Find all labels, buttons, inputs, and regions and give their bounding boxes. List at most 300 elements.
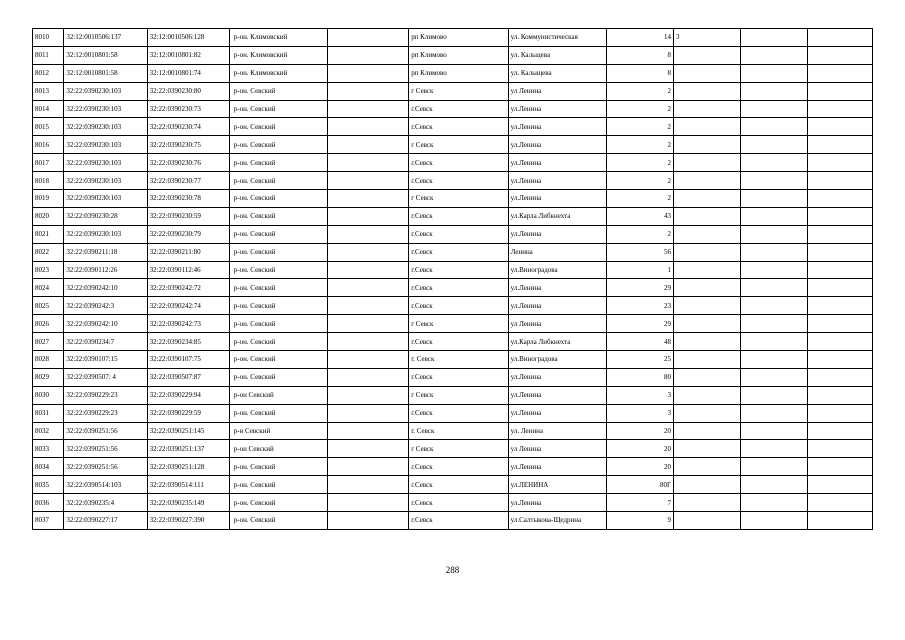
row-number-cell: 8027	[33, 333, 64, 351]
extra-blank-2-cell	[808, 261, 873, 279]
street-cell: ул.Ленина	[508, 297, 606, 315]
district-cell: р-он. Севский	[229, 476, 327, 494]
table-row	[33, 29, 873, 47]
building-number-cell	[674, 368, 741, 386]
building-number-cell	[674, 46, 741, 64]
row-number-cell: 8034	[33, 458, 64, 476]
extra-blank-2-cell	[808, 279, 873, 297]
extra-blank-2-cell	[808, 512, 873, 530]
extra-blank-cell	[741, 368, 808, 386]
district-cell: р-он. Севский	[229, 154, 327, 172]
locality-cell: рп Климово	[409, 64, 508, 82]
table-row	[33, 315, 873, 333]
house-number-cell: 1	[607, 261, 674, 279]
extra-blank-2-cell	[808, 315, 873, 333]
parent-cadastral-number-cell: 32:22:0390229:23	[64, 386, 147, 404]
district-cell: р-он. Севский	[229, 261, 327, 279]
locality-cell: рп Климово	[409, 29, 508, 47]
district-cell: р-он. Севский	[229, 172, 327, 190]
locality-cell: г.Севск	[409, 243, 508, 261]
parent-cadastral-number-cell: 32:22:0390230:103	[64, 225, 147, 243]
house-number-cell: 7	[607, 494, 674, 512]
district-cell: р-он. Севский	[229, 494, 327, 512]
cadastral-number-cell: 32:22:0390227:390	[147, 512, 229, 530]
locality-cell: г.Севск	[409, 333, 508, 351]
street-cell: ул.Ленина	[508, 100, 606, 118]
cadastral-number-cell: 32:22:0390251:128	[147, 458, 229, 476]
cadastral-number-cell: 32:22:0390229:59	[147, 404, 229, 422]
extra-blank-2-cell	[808, 333, 873, 351]
street-cell: ул. Кальщева	[508, 46, 606, 64]
district-cell: р-н Севский	[229, 422, 327, 440]
page-number: 288	[445, 565, 460, 575]
row-number-cell: 8020	[33, 207, 64, 225]
locality-blank-cell	[328, 422, 409, 440]
district-cell: р-он. Севский	[229, 368, 327, 386]
building-number-cell	[674, 422, 741, 440]
table-row	[33, 46, 873, 64]
table-row	[33, 190, 873, 208]
street-cell: ул.Ленина	[508, 154, 606, 172]
row-number-cell: 8022	[33, 243, 64, 261]
row-number-cell: 8025	[33, 297, 64, 315]
table-row	[33, 225, 873, 243]
extra-blank-cell	[741, 279, 808, 297]
extra-blank-2-cell	[808, 404, 873, 422]
building-number-cell	[674, 64, 741, 82]
house-number-cell: 56	[607, 243, 674, 261]
locality-blank-cell	[328, 64, 409, 82]
locality-blank-cell	[328, 297, 409, 315]
district-cell: р-он. Севский	[229, 82, 327, 100]
district-cell: р-он. Севский	[229, 225, 327, 243]
extra-blank-2-cell	[808, 172, 873, 190]
house-number-cell: 3	[607, 386, 674, 404]
parent-cadastral-number-cell: 32:22:0390230:103	[64, 136, 147, 154]
extra-blank-cell	[741, 476, 808, 494]
cadastral-number-cell: 32:22:0390242:72	[147, 279, 229, 297]
district-cell: р-он Севский	[229, 386, 327, 404]
registry-table	[32, 28, 873, 530]
extra-blank-cell	[741, 386, 808, 404]
cadastral-number-cell: 32:22:0390251:137	[147, 440, 229, 458]
row-number-cell: 8015	[33, 118, 64, 136]
table-row	[33, 404, 873, 422]
table-row	[33, 368, 873, 386]
extra-blank-2-cell	[808, 46, 873, 64]
table-row	[33, 440, 873, 458]
extra-blank-2-cell	[808, 207, 873, 225]
cadastral-number-cell: 32:22:0390230:79	[147, 225, 229, 243]
street-cell: ул.Ленина	[508, 494, 606, 512]
street-cell: ул.Ленина	[508, 136, 606, 154]
building-number-cell	[674, 207, 741, 225]
house-number-cell: 14	[607, 29, 674, 47]
extra-blank-cell	[741, 297, 808, 315]
parent-cadastral-number-cell: 32:22:0390242:10	[64, 315, 147, 333]
extra-blank-cell	[741, 261, 808, 279]
extra-blank-cell	[741, 207, 808, 225]
street-cell: ул.Ленина	[508, 190, 606, 208]
street-cell: ул.Виноградова	[508, 261, 606, 279]
extra-blank-2-cell	[808, 386, 873, 404]
building-number-cell	[674, 494, 741, 512]
street-cell: ул.Салтыкова-Щедрина	[508, 512, 606, 530]
district-cell: р-он. Севский	[229, 351, 327, 369]
district-cell: р-он. Севский	[229, 512, 327, 530]
locality-cell: г.Севск	[409, 494, 508, 512]
cadastral-number-cell: 32:22:0390235:149	[147, 494, 229, 512]
building-number-cell	[674, 82, 741, 100]
extra-blank-2-cell	[808, 297, 873, 315]
extra-blank-cell	[741, 315, 808, 333]
row-number-cell: 8021	[33, 225, 64, 243]
building-number-cell	[674, 297, 741, 315]
locality-cell: г Севск	[409, 386, 508, 404]
table-row	[33, 333, 873, 351]
row-number-cell: 8024	[33, 279, 64, 297]
locality-blank-cell	[328, 368, 409, 386]
cadastral-number-cell: 32:22:0390230:77	[147, 172, 229, 190]
house-number-cell: 8	[607, 64, 674, 82]
cadastral-number-cell: 32:22:0390230:80	[147, 82, 229, 100]
locality-blank-cell	[328, 386, 409, 404]
locality-cell: г.Севск	[409, 154, 508, 172]
street-cell: ул.Ленина	[508, 404, 606, 422]
house-number-cell: 2	[607, 136, 674, 154]
house-number-cell: 20	[607, 422, 674, 440]
street-cell: ул Ленина	[508, 82, 606, 100]
cadastral-number-cell: 32:22:0390230:76	[147, 154, 229, 172]
table-row	[33, 279, 873, 297]
table-row	[33, 136, 873, 154]
street-cell: ул.Ленина	[508, 172, 606, 190]
parent-cadastral-number-cell: 32:12:0010506:137	[64, 29, 147, 47]
building-number-cell	[674, 100, 741, 118]
row-number-cell: 8029	[33, 368, 64, 386]
cadastral-number-cell: 32:22:0390230:73	[147, 100, 229, 118]
house-number-cell: 8	[607, 46, 674, 64]
row-number-cell: 8028	[33, 351, 64, 369]
street-cell: ул Ленина	[508, 440, 606, 458]
locality-cell: г.Севск	[409, 261, 508, 279]
table-row	[33, 297, 873, 315]
house-number-cell: 2	[607, 225, 674, 243]
building-number-cell	[674, 404, 741, 422]
street-cell: ул.Ленина	[508, 225, 606, 243]
locality-cell: г.Севск	[409, 476, 508, 494]
parent-cadastral-number-cell: 32:12:0010801:58	[64, 64, 147, 82]
locality-cell: г.Севск	[409, 279, 508, 297]
table-row	[33, 154, 873, 172]
street-cell: ул.Ленина	[508, 386, 606, 404]
table-row	[33, 64, 873, 82]
locality-cell: г.Севск	[409, 100, 508, 118]
table-row	[33, 351, 873, 369]
locality-blank-cell	[328, 118, 409, 136]
parent-cadastral-number-cell: 32:22:0390230:103	[64, 190, 147, 208]
house-number-cell: 20	[607, 458, 674, 476]
table-row	[33, 118, 873, 136]
locality-cell: г.Севск	[409, 404, 508, 422]
row-number-cell: 8031	[33, 404, 64, 422]
house-number-cell: 2	[607, 118, 674, 136]
locality-blank-cell	[328, 458, 409, 476]
locality-blank-cell	[328, 243, 409, 261]
building-number-cell	[674, 476, 741, 494]
cadastral-number-cell: 32:22:0390251:145	[147, 422, 229, 440]
extra-blank-cell	[741, 351, 808, 369]
parent-cadastral-number-cell: 32:22:0390251:56	[64, 440, 147, 458]
locality-cell: г.Севск	[409, 368, 508, 386]
parent-cadastral-number-cell: 32:22:0390251:56	[64, 458, 147, 476]
parent-cadastral-number-cell: 32:22:0390107:15	[64, 351, 147, 369]
locality-blank-cell	[328, 190, 409, 208]
locality-blank-cell	[328, 494, 409, 512]
district-cell: р-он. Севский	[229, 297, 327, 315]
locality-cell: г Севск	[409, 440, 508, 458]
extra-blank-cell	[741, 46, 808, 64]
locality-blank-cell	[328, 404, 409, 422]
locality-blank-cell	[328, 476, 409, 494]
cadastral-number-cell: 32:22:0390230:74	[147, 118, 229, 136]
cadastral-number-cell: 32:22:0390230:78	[147, 190, 229, 208]
house-number-cell: 2	[607, 172, 674, 190]
building-number-cell	[674, 440, 741, 458]
extra-blank-cell	[741, 404, 808, 422]
table-row	[33, 422, 873, 440]
row-number-cell: 8017	[33, 154, 64, 172]
row-number-cell: 8023	[33, 261, 64, 279]
street-cell: ул.Карла Либкнехта	[508, 207, 606, 225]
district-cell: р-он. Севский	[229, 207, 327, 225]
locality-blank-cell	[328, 46, 409, 64]
parent-cadastral-number-cell: 32:22:0390230:103	[64, 172, 147, 190]
extra-blank-2-cell	[808, 351, 873, 369]
street-cell: ул. Калыщева	[508, 64, 606, 82]
extra-blank-2-cell	[808, 225, 873, 243]
table-row	[33, 100, 873, 118]
house-number-cell: 80Г	[607, 476, 674, 494]
extra-blank-2-cell	[808, 82, 873, 100]
extra-blank-2-cell	[808, 118, 873, 136]
table-row	[33, 172, 873, 190]
locality-blank-cell	[328, 136, 409, 154]
parent-cadastral-number-cell: 32:22:0390234:7	[64, 333, 147, 351]
parent-cadastral-number-cell: 32:22:0390235:4	[64, 494, 147, 512]
building-number-cell	[674, 225, 741, 243]
house-number-cell: 23	[607, 297, 674, 315]
parent-cadastral-number-cell: 32:22:0390211:18	[64, 243, 147, 261]
district-cell: р-он. Севский	[229, 315, 327, 333]
extra-blank-2-cell	[808, 100, 873, 118]
row-number-cell: 8033	[33, 440, 64, 458]
locality-cell: г Севск	[409, 136, 508, 154]
row-number-cell: 8032	[33, 422, 64, 440]
table-row	[33, 386, 873, 404]
extra-blank-cell	[741, 512, 808, 530]
house-number-cell: 2	[607, 190, 674, 208]
district-cell: р-он. Севский	[229, 100, 327, 118]
house-number-cell: 43	[607, 207, 674, 225]
row-number-cell: 8030	[33, 386, 64, 404]
parent-cadastral-number-cell: 32:22:0390112:26	[64, 261, 147, 279]
locality-blank-cell	[328, 315, 409, 333]
district-cell: р-он. Севский	[229, 190, 327, 208]
extra-blank-2-cell	[808, 440, 873, 458]
row-number-cell: 8018	[33, 172, 64, 190]
locality-cell: г.Севск	[409, 118, 508, 136]
building-number-cell	[674, 243, 741, 261]
locality-blank-cell	[328, 100, 409, 118]
cadastral-number-cell: 32:22:0390234:85	[147, 333, 229, 351]
parent-cadastral-number-cell: 32:12:0010801:58	[64, 46, 147, 64]
extra-blank-2-cell	[808, 494, 873, 512]
locality-cell: г.Севск	[409, 297, 508, 315]
table-row	[33, 82, 873, 100]
locality-cell: г Севск	[409, 190, 508, 208]
cadastral-number-cell: 32:12:0010801:74	[147, 64, 229, 82]
district-cell: р-он. Севский	[229, 458, 327, 476]
district-cell: р-он. Климовский	[229, 64, 327, 82]
locality-blank-cell	[328, 207, 409, 225]
locality-cell: г.Севск	[409, 458, 508, 476]
house-number-cell: 2	[607, 154, 674, 172]
extra-blank-cell	[741, 440, 808, 458]
district-cell: р-он. Климовский	[229, 46, 327, 64]
row-number-cell: 8035	[33, 476, 64, 494]
building-number-cell	[674, 386, 741, 404]
cadastral-number-cell: 32:22:0390229:94	[147, 386, 229, 404]
building-number-cell	[674, 118, 741, 136]
row-number-cell: 8010	[33, 29, 64, 47]
street-cell: Ленина	[508, 243, 606, 261]
parent-cadastral-number-cell: 32:22:0390230:103	[64, 100, 147, 118]
district-cell: р-он. Севский	[229, 243, 327, 261]
extra-blank-2-cell	[808, 368, 873, 386]
extra-blank-2-cell	[808, 136, 873, 154]
cadastral-number-cell: 32:22:0390230:59	[147, 207, 229, 225]
table-row	[33, 494, 873, 512]
district-cell: р-он. Севский	[229, 404, 327, 422]
extra-blank-cell	[741, 494, 808, 512]
locality-cell: г.Севск	[409, 512, 508, 530]
extra-blank-2-cell	[808, 458, 873, 476]
parent-cadastral-number-cell: 32:22:0390227:17	[64, 512, 147, 530]
parent-cadastral-number-cell: 32:22:0390251:56	[64, 422, 147, 440]
row-number-cell: 8011	[33, 46, 64, 64]
table-row	[33, 476, 873, 494]
building-number-cell	[674, 315, 741, 333]
locality-blank-cell	[328, 333, 409, 351]
locality-blank-cell	[328, 82, 409, 100]
locality-blank-cell	[328, 351, 409, 369]
locality-cell: г Севск	[409, 82, 508, 100]
locality-blank-cell	[328, 225, 409, 243]
locality-cell: г.Севск	[409, 225, 508, 243]
extra-blank-2-cell	[808, 29, 873, 47]
locality-blank-cell	[328, 172, 409, 190]
building-number-cell	[674, 190, 741, 208]
extra-blank-cell	[741, 458, 808, 476]
locality-cell: г. Севск	[409, 422, 508, 440]
district-cell: р-он. Климовский	[229, 29, 327, 47]
row-number-cell: 8026	[33, 315, 64, 333]
extra-blank-cell	[741, 190, 808, 208]
parent-cadastral-number-cell: 32:22:0390230:28	[64, 207, 147, 225]
building-number-cell	[674, 458, 741, 476]
locality-cell: г. Севск	[409, 351, 508, 369]
district-cell: р-он. Севский	[229, 333, 327, 351]
street-cell: ул Ленина	[508, 315, 606, 333]
table-row	[33, 458, 873, 476]
locality-cell: г.Севск	[409, 207, 508, 225]
street-cell: ул.Ленина	[508, 118, 606, 136]
cadastral-number-cell: 32:22:0390242:73	[147, 315, 229, 333]
extra-blank-2-cell	[808, 422, 873, 440]
extra-blank-cell	[741, 333, 808, 351]
locality-blank-cell	[328, 279, 409, 297]
row-number-cell: 8012	[33, 64, 64, 82]
house-number-cell: 25	[607, 351, 674, 369]
building-number-cell	[674, 154, 741, 172]
locality-cell: рп Климово	[409, 46, 508, 64]
extra-blank-cell	[741, 225, 808, 243]
locality-blank-cell	[328, 440, 409, 458]
extra-blank-cell	[741, 118, 808, 136]
extra-blank-2-cell	[808, 243, 873, 261]
extra-blank-cell	[741, 100, 808, 118]
parent-cadastral-number-cell: 32:22:0390230:103	[64, 118, 147, 136]
extra-blank-2-cell	[808, 64, 873, 82]
building-number-cell	[674, 172, 741, 190]
extra-blank-cell	[741, 136, 808, 154]
cadastral-number-cell: 32:22:0390112:46	[147, 261, 229, 279]
building-number-cell	[674, 333, 741, 351]
row-number-cell: 8037	[33, 512, 64, 530]
row-number-cell: 8014	[33, 100, 64, 118]
district-cell: р-он. Севский	[229, 136, 327, 154]
district-cell: р-он Севский	[229, 440, 327, 458]
cadastral-number-cell: 32:22:0390514:111	[147, 476, 229, 494]
extra-blank-cell	[741, 422, 808, 440]
table-row	[33, 261, 873, 279]
cadastral-number-cell: 32:22:0390242:74	[147, 297, 229, 315]
extra-blank-cell	[741, 154, 808, 172]
cadastral-number-cell: 32:12:0010801:82	[147, 46, 229, 64]
house-number-cell: 29	[607, 315, 674, 333]
house-number-cell: 29	[607, 279, 674, 297]
parent-cadastral-number-cell: 32:22:0390230:103	[64, 82, 147, 100]
row-number-cell: 8016	[33, 136, 64, 154]
cadastral-number-cell: 32:22:0390230:75	[147, 136, 229, 154]
row-number-cell: 8013	[33, 82, 64, 100]
parent-cadastral-number-cell: 32:22:0390230:103	[64, 154, 147, 172]
street-cell: ул.Ленина	[508, 368, 606, 386]
house-number-cell: 20	[607, 440, 674, 458]
district-cell: р-он. Севский	[229, 118, 327, 136]
street-cell: ул.ЛЕНИНА	[508, 476, 606, 494]
table-row	[33, 243, 873, 261]
row-number-cell: 8019	[33, 190, 64, 208]
row-number-cell: 8036	[33, 494, 64, 512]
house-number-cell: 3	[607, 404, 674, 422]
extra-blank-cell	[741, 64, 808, 82]
street-cell: ул.Ленина	[508, 458, 606, 476]
locality-cell: г.Севск	[409, 172, 508, 190]
parent-cadastral-number-cell: 32:22:0390242:3	[64, 297, 147, 315]
street-cell: ул.Карла Либкнехта	[508, 333, 606, 351]
